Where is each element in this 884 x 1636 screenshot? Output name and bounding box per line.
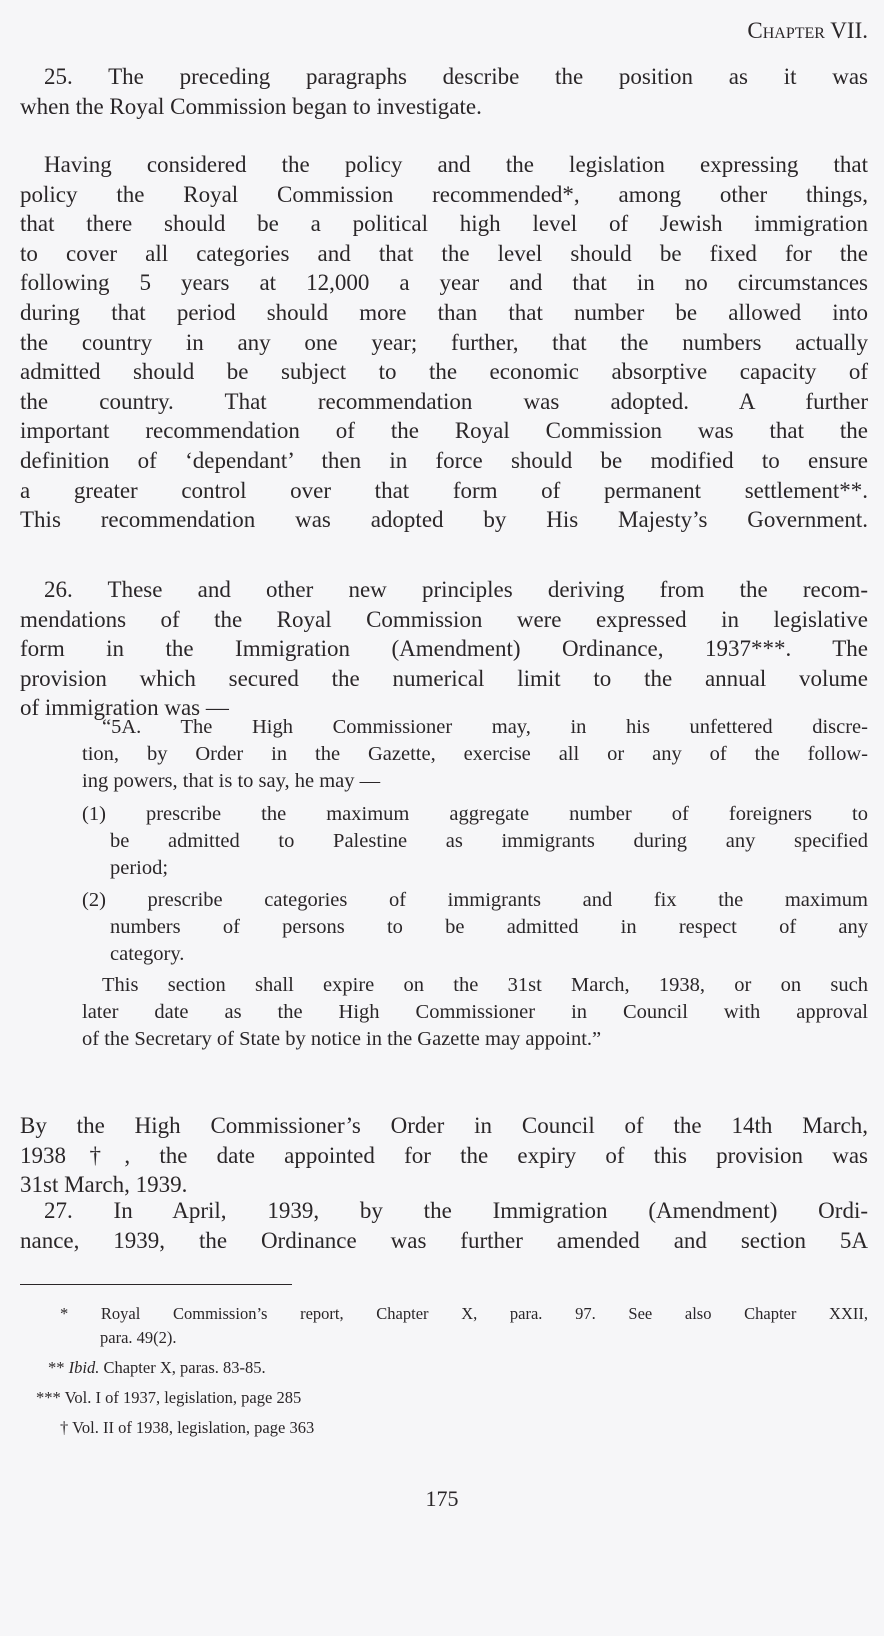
text-line: mendations of the Royal Commission were expressed in legislative [20,606,868,632]
text-line: of the Secretary of State by notice in the Gazette may appoint.” [82,1028,602,1050]
text-line: form in the Immigration (Amendment) Ordinance, 1937***. The [20,636,868,662]
footnote-1-cont: para. 49(2). [100,1328,177,1347]
text-line: policy the Royal Commission recommended*, among other things, [20,181,868,207]
quote-item-2 [82,887,868,968]
paragraph-27 [20,1196,868,1255]
text-line: following 5 years at 12,000 a year and that in no circumstances [20,270,868,296]
footnotes [36,1302,868,1440]
text-line: 25. The preceding paragraphs describe the position as it was [44,64,868,89]
quote-item-1 [82,801,868,882]
text-line: when the Royal Commission began to investigate. [20,93,482,119]
paragraph-25 [20,62,868,121]
text-line: be admitted to Palestine as immigrants during any specified [110,830,868,852]
text-line: (2) prescribe categories of immigrants and fix the maximum [82,889,868,911]
text-line: 26. These and other new principles deriving from the recom- [44,577,868,602]
text-line: This section shall expire on the 31st March, 1938, or on such [102,974,868,996]
text-line: 31st March, 1939. [20,1172,188,1198]
quote-intro [82,714,868,795]
footnote-1: * Royal Commission’s report, Chapter X, para. 97. See also Chapter XXII, [60,1304,868,1323]
chapter-heading: Chapter VII. [747,18,868,43]
text-line: period; [110,857,169,879]
text-line: This recommendation was adopted by His Majesty’s Government. [20,507,868,533]
paragraph-policy [20,150,868,535]
footnote-3: *** Vol. I of 1937, legislation, page 285 [36,1388,302,1407]
footnote-4: † Vol. II of 1938, legislation, page 363 [60,1418,315,1437]
footnote-divider [20,1284,292,1285]
text-line: important recommendation of the Royal Commission was that the [20,418,868,444]
page-number: 175 [425,1486,459,1511]
text-line: a greater control over that form of permanent settlement**. [20,477,868,503]
text-line: of immigration was — [20,695,229,721]
text-line: nance, 1939, the Ordinance was further amended and section 5A [20,1227,868,1253]
text-line: category. [110,943,185,965]
text-line: to cover all categories and that the level should be fixed for the [20,240,868,266]
footnote-2-text: ** Ibid. Chapter X, paras. 83-85. [48,1358,266,1377]
text-line: Having considered the policy and the legislation expressing that [44,152,868,177]
text-line: numbers of persons to be admitted in respect of any [110,916,868,938]
text-line: later date as the High Commissioner in Council with approval [82,1001,868,1023]
footnote-2 [48,1356,868,1380]
paragraph-order-in-council [20,1111,868,1200]
text-line: definition of ‘dependant’ then in force should be modified to ensure [20,447,868,473]
text-line: provision which secured the numerical limit to the annual volume [20,665,868,691]
text-line: that there should be a political high level of Jewish immigration [20,211,868,237]
text-line: 1938†, the date appointed for the expiry of this provision was [20,1142,868,1168]
text-line: the country in any one year; further, that the numbers actually [20,329,868,355]
text-line: ing powers, that is to say, he may — [82,770,381,792]
quote-close [82,972,868,1053]
text-line: “5A. The High Commissioner may, in his unfettered discre- [102,716,868,738]
text-line: admitted should be subject to the economic absorptive capacity of [20,359,868,385]
text-line: 27. In April, 1939, by the Immigration (Amendment) Ordi- [44,1198,868,1223]
text-line: (1) prescribe the maximum aggregate number of foreigners to [82,803,868,825]
text-line: tion, by Order in the Gazette, exercise all or any of the follow- [82,743,868,765]
paragraph-26 [20,575,868,723]
text-line: during that period should more than that number be allowed into [20,299,868,325]
text-line: the country. That recommendation was adopted. A further [20,388,868,414]
text-line: By the High Commissioner’s Order in Council of the 14th March, [20,1113,868,1138]
